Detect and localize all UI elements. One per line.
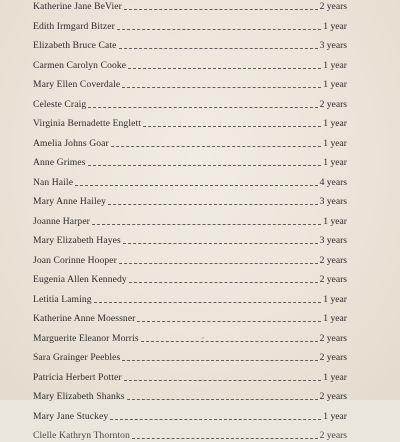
years-of-service: 1 year xyxy=(323,215,347,227)
list-item xyxy=(33,350,347,364)
years-of-service: 4 years xyxy=(319,176,347,188)
dotted-leader xyxy=(122,360,317,361)
member-name: Elizabeth Bruce Cate xyxy=(33,40,117,51)
years-of-service: 1 year xyxy=(323,118,347,129)
years-of-service: 2 years xyxy=(319,98,347,110)
list-item xyxy=(33,77,347,91)
dotted-leader xyxy=(119,48,318,49)
years-of-service: 2 years xyxy=(319,1,347,12)
list-item xyxy=(33,97,347,111)
member-name: Mary Elizabeth Shanks xyxy=(33,391,125,402)
dotted-leader xyxy=(128,68,321,69)
dotted-leader xyxy=(75,185,318,186)
member-name: Celeste Craig xyxy=(33,98,87,110)
member-name: Katherine Jane BeVier xyxy=(33,1,122,12)
dotted-leader xyxy=(94,302,322,303)
list-item xyxy=(33,253,347,267)
dotted-leader xyxy=(88,107,317,108)
list-item xyxy=(33,272,347,286)
member-name: Mary Elizabeth Hayes xyxy=(33,235,121,246)
years-of-service: 2 years xyxy=(319,352,347,363)
member-name: Eugenia Allen Kennedy xyxy=(33,274,127,285)
list-item xyxy=(33,409,347,423)
dotted-leader xyxy=(110,419,321,420)
years-of-service: 1 year xyxy=(323,293,347,305)
member-name: Edith Irmgard Bitzer xyxy=(33,20,115,32)
years-of-service: 1 year xyxy=(323,137,347,149)
dotted-leader xyxy=(92,224,321,225)
dotted-leader xyxy=(88,165,322,166)
member-name: Amelia Johns Goar xyxy=(33,137,109,149)
dotted-leader xyxy=(129,282,318,283)
years-of-service: 2 years xyxy=(319,391,347,402)
member-name: Clelle Kathryn Thornton xyxy=(33,430,130,441)
dotted-leader xyxy=(108,204,318,205)
list-item xyxy=(33,58,347,72)
dotted-leader xyxy=(137,321,321,322)
list-item xyxy=(33,175,347,189)
list-item xyxy=(33,19,347,33)
list-item xyxy=(33,331,347,345)
years-of-service: 2 years xyxy=(319,430,347,441)
member-name: Marguerite Eleanor Morris xyxy=(33,332,139,344)
list-item xyxy=(33,428,347,442)
list-item xyxy=(33,292,347,306)
dotted-leader xyxy=(119,263,318,264)
years-of-service: 3 years xyxy=(319,40,347,51)
years-of-service: 2 years xyxy=(319,332,347,344)
list-item xyxy=(33,194,347,208)
years-of-service: 1 year xyxy=(323,410,347,422)
dotted-leader xyxy=(117,29,321,30)
member-name: Anne Grimes xyxy=(33,157,86,168)
years-of-service: 2 years xyxy=(319,274,347,285)
paper-speck xyxy=(202,337,204,339)
list-item xyxy=(33,214,347,228)
member-name: Joanne Harper xyxy=(33,215,90,227)
member-name: Katherine Anne Moessner xyxy=(33,313,136,324)
dotted-leader xyxy=(127,399,318,400)
member-name: Carmen Carolyn Cooke xyxy=(33,59,127,71)
member-name: Joan Corinne Hooper xyxy=(33,254,117,266)
list-item xyxy=(33,0,347,13)
years-of-service: 1 year xyxy=(323,313,347,324)
dotted-leader xyxy=(123,243,318,244)
list-item xyxy=(33,116,347,130)
years-of-service: 1 year xyxy=(323,371,347,383)
member-name: Mary Ellen Coverdale xyxy=(33,79,121,90)
dotted-leader xyxy=(143,126,321,127)
list-item xyxy=(33,311,347,325)
list-item xyxy=(33,38,347,52)
dotted-leader xyxy=(124,9,318,10)
dotted-leader xyxy=(132,438,318,439)
member-name: Mary Jane Stuckey xyxy=(33,410,109,422)
list-item xyxy=(33,233,347,247)
list-item xyxy=(33,370,347,384)
member-name: Letitia Laming xyxy=(33,293,92,305)
dotted-leader xyxy=(111,146,322,147)
member-name: Mary Anne Hailey xyxy=(33,196,106,207)
years-of-service: 1 year xyxy=(323,157,347,168)
years-of-service: 3 years xyxy=(319,235,347,246)
years-of-service: 1 year xyxy=(323,59,347,71)
list-item xyxy=(33,155,347,169)
member-name: Virginia Bernadette Englett xyxy=(33,118,141,129)
member-name: Patricia Herbert Potter xyxy=(33,371,122,383)
list-item xyxy=(33,389,347,403)
years-of-service: 3 years xyxy=(319,196,347,207)
dotted-leader xyxy=(122,87,321,88)
years-of-service: 1 year xyxy=(323,79,347,90)
years-of-service: 2 years xyxy=(319,254,347,266)
dotted-leader xyxy=(141,341,318,342)
list-item xyxy=(33,136,347,150)
dotted-leader xyxy=(124,380,322,381)
years-of-service: 1 year xyxy=(323,20,347,32)
member-name: Nan Haile xyxy=(33,176,74,188)
member-name: Sara Grainger Peebles xyxy=(33,352,121,363)
